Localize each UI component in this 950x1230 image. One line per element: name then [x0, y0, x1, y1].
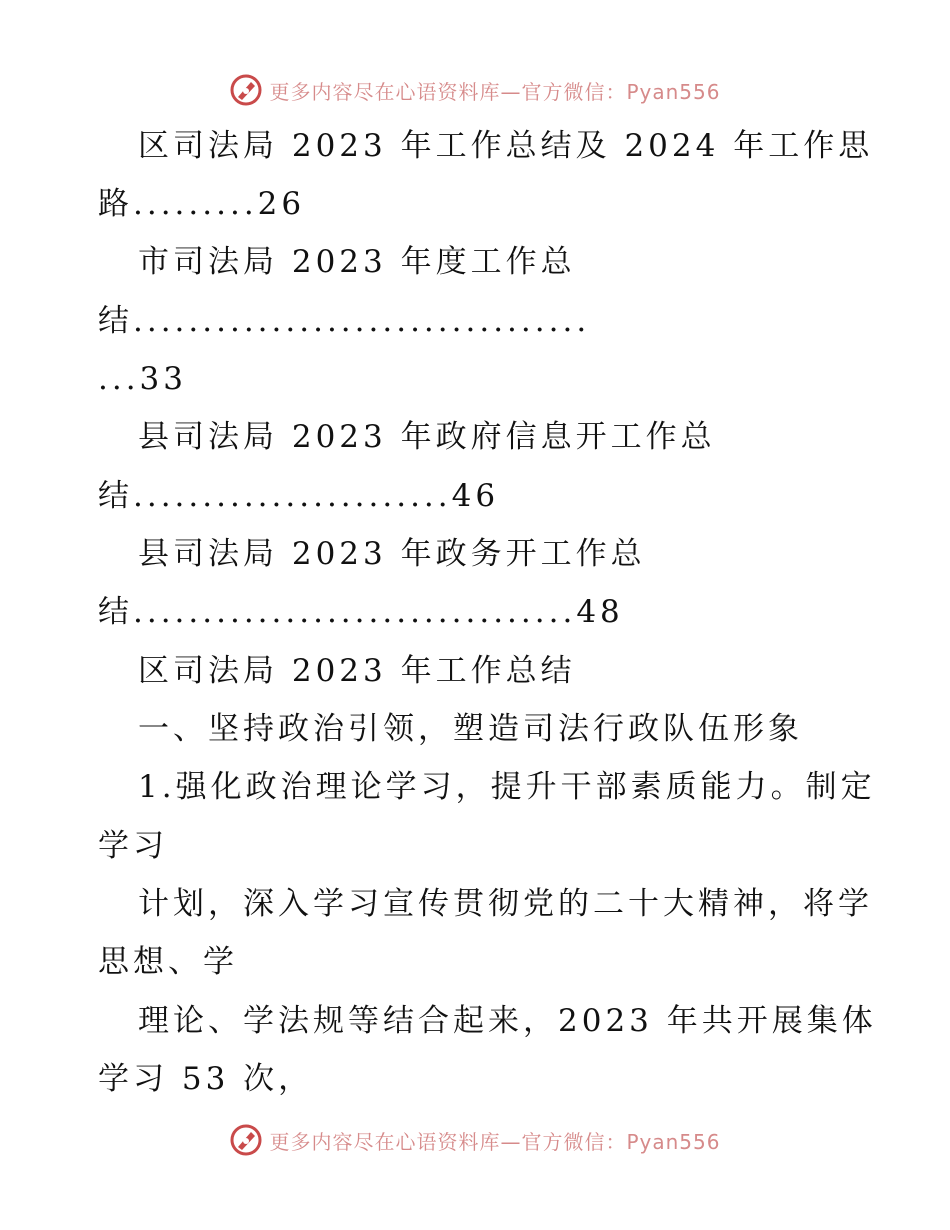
section-heading: 一、坚持政治引领，塑造司法行政队伍形象 — [138, 711, 803, 747]
paragraph-line: 学习 — [98, 828, 168, 864]
watermark-text: 更多内容尽在心语资料库—官方微信：Pyan556 — [269, 79, 721, 104]
toc-entry-2-line-3: ...33 — [98, 361, 188, 397]
logo-icon — [229, 73, 263, 107]
header-watermark — [0, 70, 950, 110]
toc-entry-4-line-2: 结................................48 — [98, 594, 624, 630]
paragraph-line: 思想、学 — [98, 944, 238, 980]
toc-entry-1-line-1: 区司法局 2023 年工作总结及 2024 年工作思 — [138, 128, 874, 164]
logo-icon — [229, 1123, 263, 1157]
watermark-text: 更多内容尽在心语资料库—官方微信：Pyan556 — [269, 1129, 721, 1154]
paragraph-line: 1.强化政治理论学习，提升干部素质能力。制定 — [138, 769, 876, 805]
paragraph-line: 学习 53 次， — [98, 1061, 314, 1097]
toc-entry-2-line-1: 市司法局 2023 年度工作总 — [138, 244, 576, 280]
document-title: 区司法局 2023 年工作总结 — [138, 653, 576, 689]
toc-entry-1-line-2: 路.........26 — [98, 186, 306, 222]
toc-entry-3-line-1: 县司法局 2023 年政府信息开工作总 — [138, 419, 716, 455]
toc-entry-2-line-2: 结................................. — [98, 303, 591, 339]
toc-entry-4-line-1: 县司法局 2023 年政务开工作总 — [138, 536, 646, 572]
toc-entry-3-line-2: 结.......................46 — [98, 478, 500, 514]
footer-watermark — [0, 1120, 950, 1160]
paragraph-line: 计划，深入学习宣传贯彻党的二十大精神，将学 — [138, 886, 873, 922]
paragraph-line: 理论、学法规等结合起来，2023 年共开展集体 — [138, 1003, 877, 1039]
